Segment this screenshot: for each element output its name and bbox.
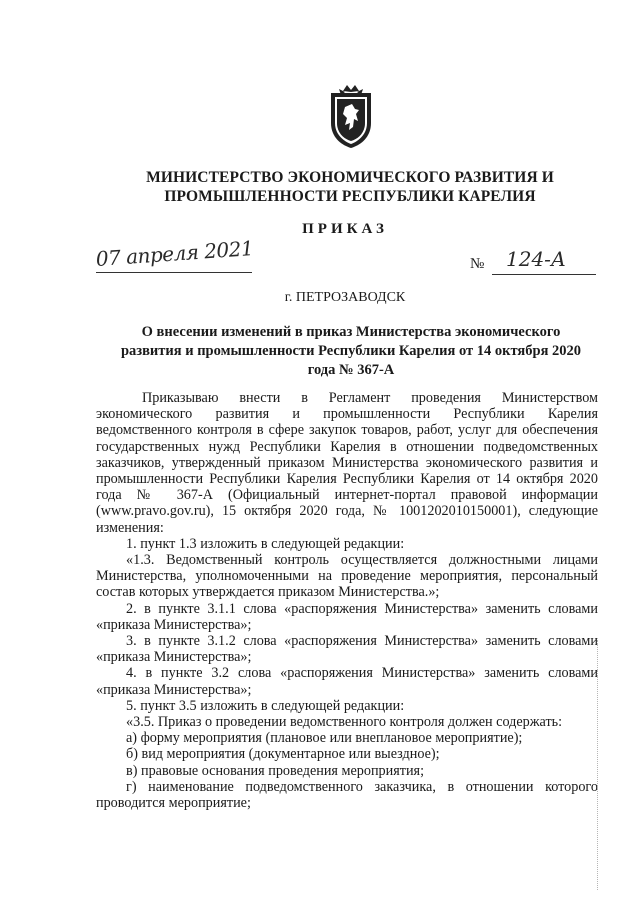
paragraph-sub-g: г) наименование подведомственного заказчика, в отношении которого проводится мероприятие;	[96, 778, 598, 812]
ministry-name	[90, 168, 610, 206]
paragraph-item-1-text: «1.3. Ведомственный контроль осуществляется должностными лицами Министерства, уполномоченными на проведение мероприятия, персональный состав которых утверждается приказом Министерства.»;	[96, 552, 598, 601]
paragraph-item-1: 1. пункт 1.3 изложить в следующей редакции:	[126, 535, 405, 552]
paragraph-preamble: Приказываю внести в Регламент проведения Министерством экономического развития и промышленности Республики Карелия ведомственного контроля в сфере закупок товаров, работ, услуг для обеспечения государственных нужд Республики Карелия в отношении подведомственных заказчиков, утвержденный приказом Министерства экономического развития и промышленности Республики Карелия Республики Карелия от 14 октября 2020 года № 367-А (Официальный интернет-портал правовой информации (www.pravo.gov.ru), 15 октября 2020 года, № 1001202010150001), следующие изменения:	[96, 390, 598, 536]
order-body	[96, 390, 598, 811]
subject-line-1: О внесении изменений в приказ Министерства экономического	[141, 324, 561, 340]
handwritten-number: 124-А	[506, 247, 567, 271]
order-subject	[96, 323, 606, 380]
subject-line-2: развития и промышленности Республики Карелия от 14 октября 2020	[120, 343, 582, 359]
paragraph-sub-b: б) вид мероприятия (документарное или выездное);	[126, 746, 440, 763]
scan-artifact	[597, 640, 600, 890]
city: г. ПЕТРОЗАВОДСК	[284, 290, 406, 305]
paragraph-item-3: 3. в пункте 3.1.2 слова «распоряжения Министерства» заменить словами «приказа Министерства»;	[96, 633, 598, 666]
ministry-line-2: ПРОМЫШЛЕННОСТИ РЕСПУБЛИКИ КАРЕЛИЯ	[164, 188, 536, 205]
number-label: №	[470, 256, 485, 272]
paragraph-item-5: 5. пункт 3.5 изложить в следующей редакции:	[126, 697, 405, 714]
ministry-line-1: МИНИСТЕРСТВО ЭКОНОМИЧЕСКОГО РАЗВИТИЯ И	[146, 169, 554, 186]
paragraph-item-2: 2. в пункте 3.1.1 слова «распоряжения Министерства» заменить словами «приказа Министерства»;	[96, 600, 598, 633]
doc-type-title: ПРИКАЗ	[302, 221, 388, 237]
number-underline	[492, 274, 596, 275]
handwritten-date: 07 апреля 2021	[95, 236, 254, 271]
paragraph-item-5-text: «3.5. Приказ о проведении ведомственного контроля должен содержать:	[126, 714, 563, 731]
subject-line-3: года № 367-А	[307, 362, 395, 378]
paragraph-sub-v: в) правовые основания проведения мероприятия;	[126, 762, 425, 779]
paragraph-sub-a: а) форму мероприятия (плановое или внеплановое мероприятие);	[126, 730, 523, 747]
date-underline	[96, 272, 252, 273]
coat-of-arms-icon	[325, 83, 377, 149]
paragraph-item-4: 4. в пункте 3.2 слова «распоряжения Министерства» заменить словами «приказа Министерства»;	[96, 665, 598, 698]
